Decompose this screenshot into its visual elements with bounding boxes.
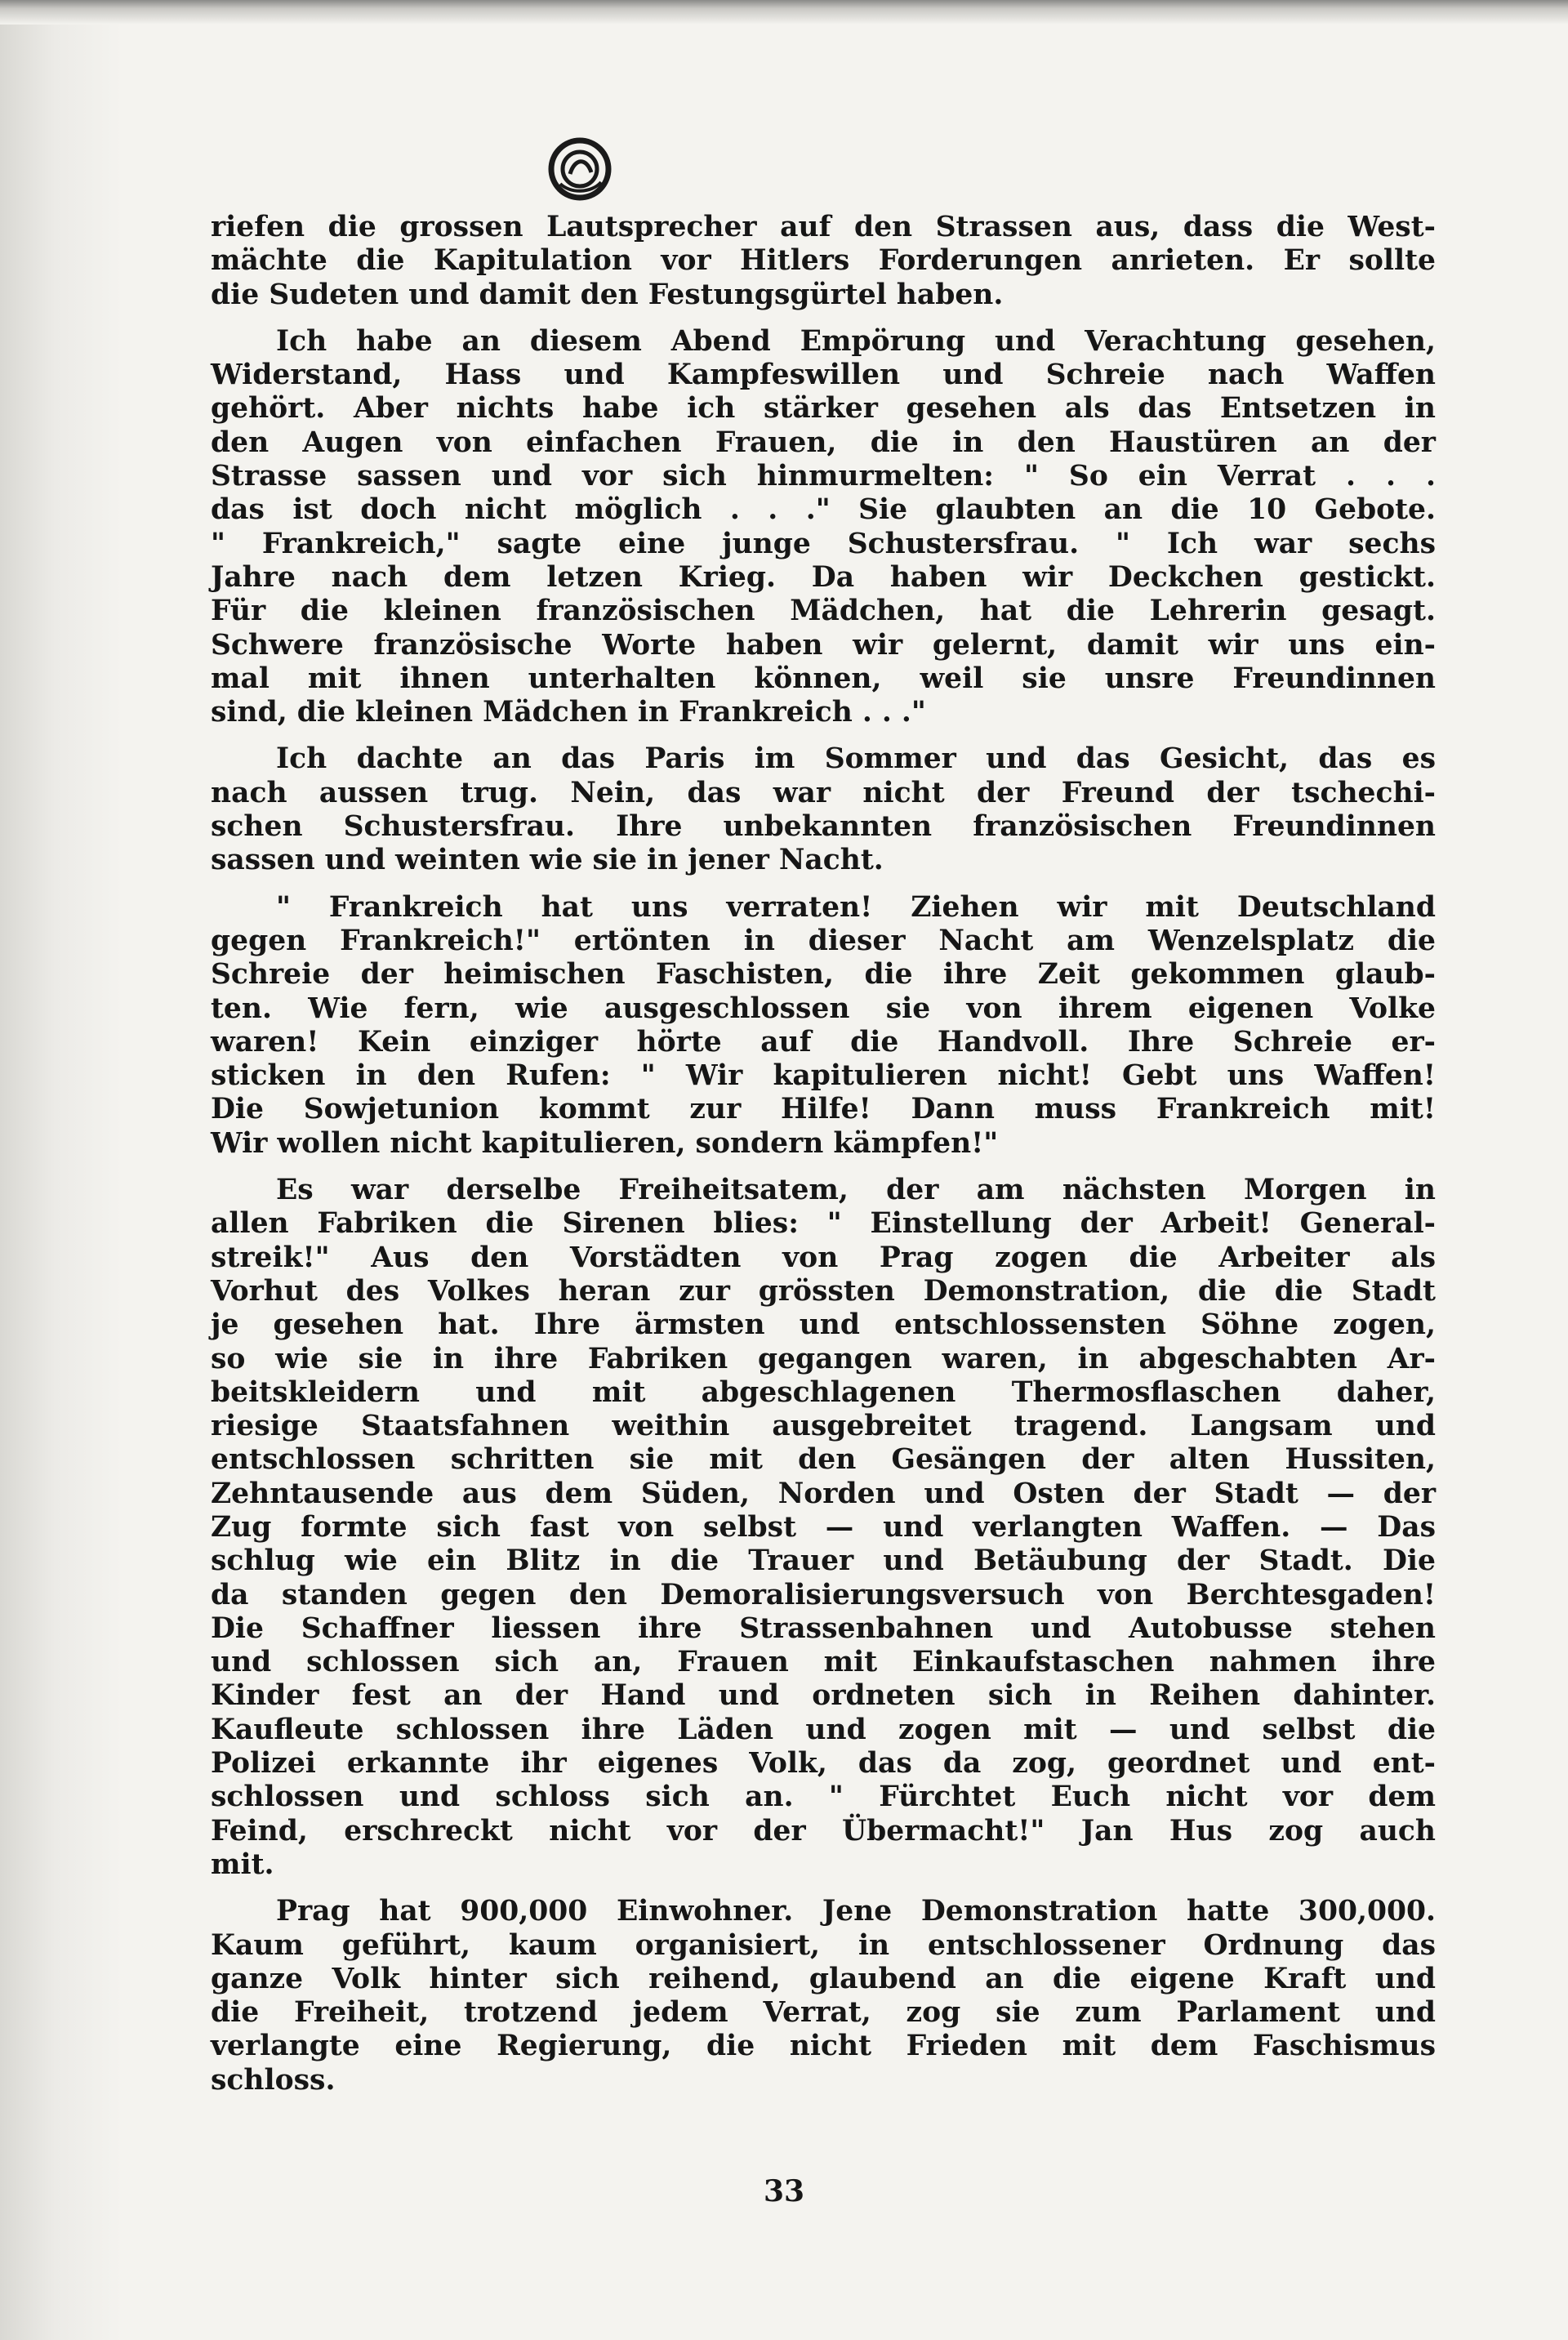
text-line: die Freiheit, trotzend jedem Verrat, zog sie zum Parlament und <box>211 1996 1436 2030</box>
text-line: " Frankreich," sagte eine junge Schustersfrau. " Ich war sechs <box>211 527 1436 560</box>
text-line: Prag hat 900,000 Einwohner. Jene Demonstration hatte 300,000. <box>276 1895 1436 1928</box>
text-line: Jahre nach dem letzen Krieg. Da haben wir Deckchen gestickt. <box>211 560 1436 594</box>
page-number: 33 <box>763 2174 805 2209</box>
text-line: Schreie der heimischen Faschisten, die ihre Zeit gekommen glaub- <box>211 958 1436 992</box>
text-line: ten. Wie fern, wie ausgeschlossen sie von ihrem eigenen Volke <box>211 992 1436 1025</box>
text-line: da standen gegen den Demoralisierungsversuch von Berchtesgaden! <box>211 1578 1436 1611</box>
text-line: sassen und weinten wie sie in jener Nacht. <box>211 844 884 877</box>
text-line: entschlossen schritten sie mit den Gesängen der alten Hussiten, <box>211 1443 1436 1477</box>
paragraph <box>211 742 1436 877</box>
page-shadow-top <box>0 0 1568 25</box>
text-line: streik!" Aus den Vorstädten von Prag zogen die Arbeiter als <box>211 1241 1436 1274</box>
text-line: schlug wie ein Blitz in die Trauer und Betäubung der Stadt. Die <box>211 1544 1436 1578</box>
text-line: gehört. Aber nichts habe ich stärker gesehen als das Entsetzen in <box>211 392 1436 426</box>
text-line: schloss. <box>211 2063 336 2097</box>
text-line: Widerstand, Hass und Kampfeswillen und Schreie nach Waffen <box>211 359 1436 392</box>
text-line: sticken in den Rufen: " Wir kapitulieren nicht! Gebt uns Waffen! <box>211 1059 1436 1093</box>
text-line: Kaufleute schlossen ihre Läden und zogen mit — und selbst die <box>211 1713 1436 1746</box>
text-line: die Sudeten und damit den Festungsgürtel haben. <box>211 278 1004 311</box>
text-line: mal mit ihnen unterhalten können, weil sie unsre Freundinnen <box>211 662 1436 695</box>
paragraph <box>211 1174 1436 1882</box>
text-line: Polizei erkannte ihr eigenes Volk, das da zog, geordnet und ent- <box>211 1747 1436 1781</box>
paragraph <box>211 1895 1436 2097</box>
text-line: Ich dachte an das Paris im Sommer und das Gesicht, das es <box>276 742 1436 776</box>
text-line: Es war derselbe Freiheitsatem, der am nächsten Morgen in <box>276 1174 1436 1207</box>
text-line: waren! Kein einziger hörte auf die Handvoll. Ihre Schreie er- <box>211 1025 1436 1059</box>
text-line: riefen die grossen Lautsprecher auf den Strassen aus, dass die West- <box>211 211 1436 243</box>
text-line: verlangte eine Regierung, die nicht Frieden mit dem Faschismus <box>211 2030 1436 2063</box>
text-line: beitskleidern und mit abgeschlagenen Thermosflaschen daher, <box>211 1375 1436 1409</box>
paragraph <box>211 891 1436 1161</box>
paragraph <box>211 325 1436 730</box>
document-body <box>211 211 1436 2097</box>
text-line: sind, die kleinen Mädchen in Frankreich . . ." <box>211 696 926 729</box>
text-line: gegen Frankreich!" ertönten in dieser Nacht am Wenzelsplatz die <box>211 924 1436 957</box>
text-line: Zehntausende aus dem Süden, Norden und Osten der Stadt — der <box>211 1477 1436 1510</box>
text-line: Die Schaffner liessen ihre Strassenbahnen und Autobusse stehen <box>211 1611 1436 1645</box>
text-line: ganze Volk hinter sich reihend, glaubend an die eigene Kraft und <box>211 1962 1436 1995</box>
text-line: mit. <box>211 1847 274 1881</box>
text-line: nach aussen trug. Nein, das war nicht der Freund der tschechi- <box>211 776 1436 809</box>
text-line: Zug formte sich fast von selbst — und verlangten Waffen. — Das <box>211 1510 1436 1544</box>
text-line: das ist doch nicht möglich . . ." Sie glaubten an die 10 Gebote. <box>211 493 1436 527</box>
text-line: " Frankreich hat uns verraten! Ziehen wir mit Deutschland <box>276 890 1436 924</box>
text-line: Für die kleinen französischen Mädchen, hat die Lehrerin gesagt. <box>211 595 1436 628</box>
text-line: Strasse sassen und vor sich hinmurmelten: " So ein Verrat . . . <box>211 460 1436 493</box>
text-line: je gesehen hat. Ihre ärmsten und entschlossensten Söhne zogen, <box>211 1308 1436 1342</box>
text-line: Feind, erschreckt nicht vor der Übermacht!" Jan Hus zog auch <box>211 1814 1436 1847</box>
text-line: allen Fabriken die Sirenen blies: " Einstellung der Arbeit! General- <box>211 1207 1436 1241</box>
text-line: riesige Staatsfahnen weithin ausgebreitet tragend. Langsam und <box>211 1410 1436 1443</box>
page-shadow-left <box>0 0 122 2340</box>
text-line: Schwere französische Worte haben wir gelernt, damit wir uns ein- <box>211 628 1436 662</box>
text-line: so wie sie in ihre Fabriken gegangen waren, in abgeschabten Ar- <box>211 1342 1436 1375</box>
text-line: Kinder fest an der Hand und ordneten sich in Reihen dahinter. <box>211 1679 1436 1713</box>
text-line: Ich habe an diesem Abend Empörung und Verachtung gesehen, <box>276 324 1436 358</box>
paragraph <box>211 211 1436 312</box>
text-line: Vorhut des Volkes heran zur grössten Demonstration, die die Stadt <box>211 1274 1436 1308</box>
library-stamp-icon <box>546 135 614 203</box>
text-line: mächte die Kapitulation vor Hitlers Forderungen anrieten. Er sollte <box>211 244 1436 278</box>
text-line: Wir wollen nicht kapitulieren, sondern kämpfen!" <box>211 1126 999 1160</box>
text-line: schlossen und schloss sich an. " Fürchtet Euch nicht vor dem <box>211 1781 1436 1814</box>
text-line: schen Schustersfrau. Ihre unbekannten französischen Freundinnen <box>211 810 1436 844</box>
text-line: und schlossen sich an, Frauen mit Einkaufstaschen nahmen ihre <box>211 1646 1436 1679</box>
text-line: Kaum geführt, kaum organisiert, in entschlossener Ordnung das <box>211 1928 1436 1962</box>
text-line: den Augen von einfachen Frauen, die in den Haustüren an der <box>211 426 1436 459</box>
text-line: Die Sowjetunion kommt zur Hilfe! Dann muss Frankreich mit! <box>211 1093 1436 1126</box>
